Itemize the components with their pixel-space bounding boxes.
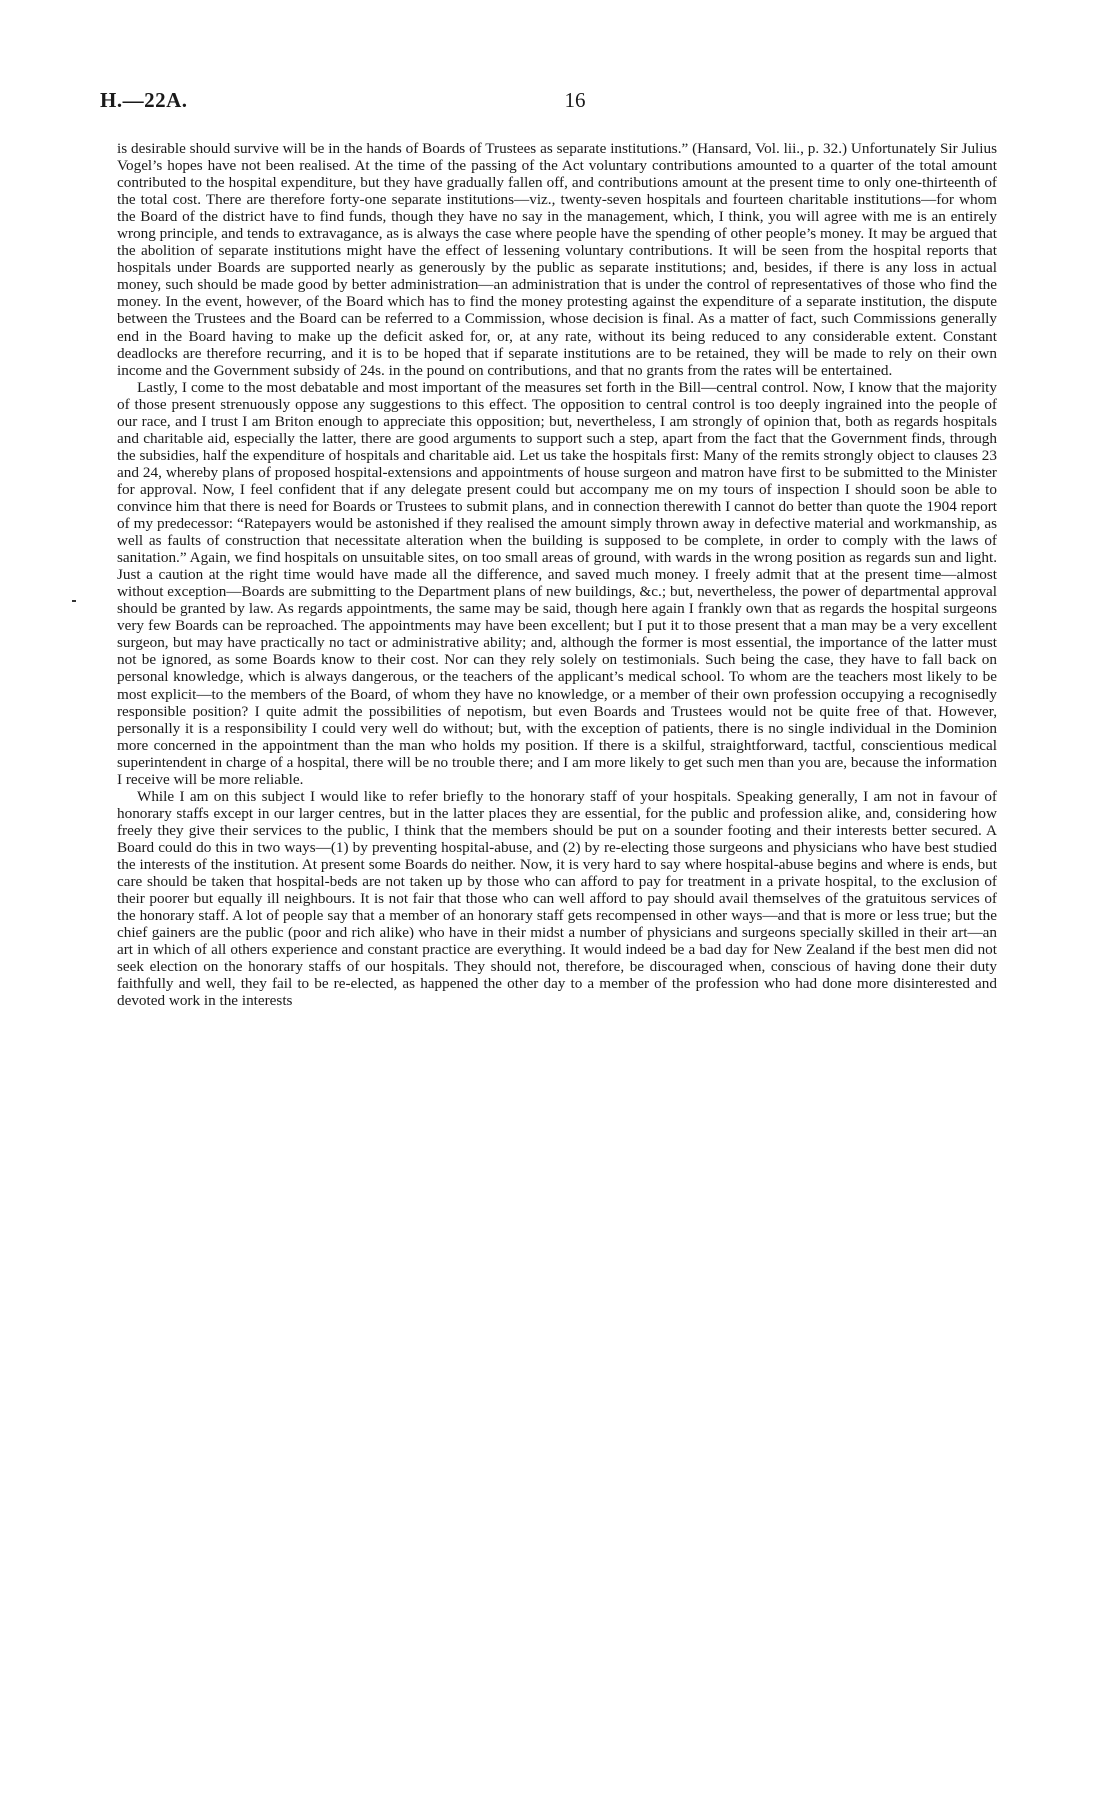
document-reference: H.—22A.	[100, 88, 188, 112]
paragraph-continuation: is desirable should survive will be in the hands of Boards of Trustees as separate institutions.” (Hansard, Vol. lii., p. 32.) Unfortunately Sir Julius Vogel’s hopes have not been realised. At the time of the passing of the Act voluntary contributions amounted to a quarter of the total amount contributed to the hospital expenditure, but they have gradually fallen off, and contributions amount at the present time to only one-thirteenth of the total cost. There are therefore forty-one separate institutions—viz., twenty-seven hospitals and fourteen charitable institutions—for whom the Board of the district have to find funds, though they have no say in the management, which, I think, you will agree with me is an entirely wrong principle, and tends to extravagance, as is always the case where people have the spending of other people’s money. It may be argued that the abolition of separate institutions might have the effect of lessening voluntary contributions. It will be seen from the hospital reports that hospitals under Boards are supported nearly as generously by the public as separate institutions; and, besides, if there is any loss in actual money, such should be made good by better administration—an administration that is under the control of representatives of those who find the money. In the event, however, of the Board which has to find the money protesting against the expenditure of a separate institution, the dispute between the Trustees and the Board can be referred to a Commission, whose decision is final. As a matter of fact, such Commissions generally end in the Board having to make up the deficit asked for, or, at any rate, without its being reduced to any considerable extent. Constant deadlocks are therefore recurring, and it is to be hoped that if separate institutions are to be retained, they will be made to rely on their own income and the Government subsidy of 24s. in the pound on contributions, and that no grants from the rates will be entertained.	[117, 140, 997, 379]
body-text	[117, 140, 997, 1009]
margin-mark	[72, 600, 76, 602]
page-number: 16	[564, 88, 586, 112]
paragraph-honorary-staff: While I am on this subject I would like to refer briefly to the honorary staff of your hospitals. Speaking generally, I am not in favour of honorary staffs except in our larger centres, but in the latter places they are essential, for the public and profession alike, and, considering how freely they give their services to the public, I think that the members should be put on a sounder footing and their interests better secured. A Board could do this in two ways—(1) by preventing hospital-abuse, and (2) by re-electing those surgeons and physicians who have best studied the interests of the institution. At present some Boards do neither. Now, it is very hard to say where hospital-abuse begins and where is ends, but care should be taken that hospital-beds are not taken up by those who can afford to pay for treatment in a private hospital, to the exclusion of their poorer but equally ill neighbours. It is not fair that those who can well afford to pay should avail themselves of the gratuitous services of the honorary staff. A lot of people say that a member of an honorary staff gets recompensed in other ways—and that is more or less true; but the chief gainers are the public (poor and rich alike) who have in their midst a number of physicians and surgeons specially skilled in their art—an art in which of all others experience and constant practice are everything. It would indeed be a bad day for New Zealand if the best men did not seek election on the honorary staffs of our hospitals. They should not, therefore, be discouraged when, conscious of having done their duty faithfully and well, they fail to be re-elected, as happened the other day to a member of the profession who had done more disinterested and devoted work in the interests	[117, 787, 997, 1010]
page-header	[100, 88, 1000, 118]
paragraph-central-control: Lastly, I come to the most debatable and most important of the measures set forth in the Bill—central control. Now, I know that the majority of those present strenuously oppose any suggestions to this effect. The opposition to central control is too deeply ingrained into the people of our race, and I trust I am Briton enough to appreciate this opposition; but, nevertheless, I am strongly of opinion that, both as regards hospitals and charitable aid, especially the latter, there are good arguments to support such a step, apart from the fact that the Government finds, through the subsidies, half the expenditure of hospitals and charitable aid. Let us take the hospitals first: Many of the remits strongly object to clauses 23 and 24, whereby plans of proposed hospital-extensions and appointments of house surgeon and matron have first to be submitted to the Minister for approval. Now, I feel confident that if any delegate present could but accompany me on my tours of inspection I should soon be able to convince him that there is need for Boards or Trustees to submit plans, and in connection therewith I cannot do better than quote the 1904 report of my predecessor: “Ratepayers would be astonished if they realised the amount simply thrown away in defective material and workmanship, as well as faults of construction that necessitate alteration when the building is supposed to be complete, in order to comply with the laws of sanitation.” Again, we find hospitals on unsuitable sites, on too small areas of ground, with wards in the wrong position as regards sun and light. Just a caution at the right time would have made all the difference, and saved much money. I freely admit that at the present time—almost without exception—Boards are submitting to the Department plans of new buildings, &c.; but, nevertheless, the power of departmental approval should be granted by law. As regards appointments, the same may be said, though here again I frankly own that as regards the hospital surgeons very few Boards can be reproached. The appointments may have been excellent; but I put it to those present that a man may be a very excellent surgeon, but may have practically no tact or administrative ability; and, although the former is most essential, the importance of the latter must not be ignored, as some Boards know to their cost. Nor can they rely solely on testimonials. Such being the case, they have to fall back on personal knowledge, which is always dangerous, or the teachers of the applicant’s medical school. To whom are the teachers most likely to be most explicit—to the members of the Board, of whom they have no knowledge, or a member of their own profession occupying a recognisedly responsible position? I quite admit the possibilities of nepotism, but even Boards and Trustees would not be quite free of that. However, personally it is a responsibility I could very well do without; but, with the exception of patients, there is no single individual in the Dominion more concerned in the appointment than the man who holds my position. If there is a skilful, straightforward, tactful, conscientious medical superintendent in charge of a hospital, there will be no trouble there; and I am more likely to get such men than you are, because the information I receive will be more reliable.	[117, 378, 997, 788]
